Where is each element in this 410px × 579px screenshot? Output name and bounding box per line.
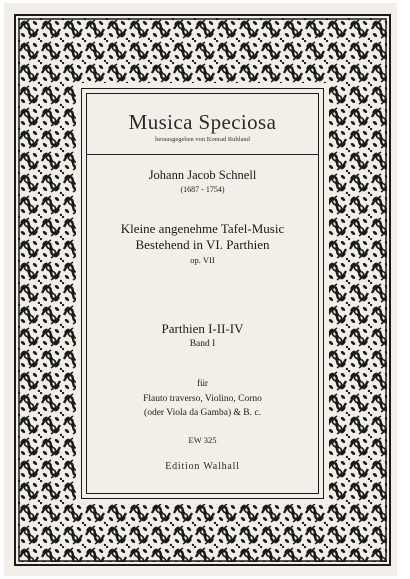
instrumentation-line-1: Flauto traverso, Violino, Corno: [143, 394, 262, 404]
opus-number: op. VII: [190, 255, 215, 265]
volume-parts: Parthien I-II-IV: [161, 321, 244, 336]
catalog-number: EW 325: [188, 435, 217, 445]
composer-dates: (1687 - 1754): [180, 185, 225, 194]
composer-name: Johann Jacob Schnell: [148, 168, 257, 182]
work-title-line-2: Bestehend in VI. Parthien: [135, 237, 270, 252]
work-title-line-1: Kleine angenehme Tafel-Music: [120, 221, 285, 236]
instrumentation-for: für: [196, 379, 209, 389]
series-title: Musica Speciosa: [128, 110, 277, 134]
series-divider: [86, 154, 319, 155]
series-editor-line: herausgegeben von Konrad Ruhland: [155, 136, 250, 143]
publisher-name: Edition Walhall: [165, 461, 240, 472]
instrumentation-line-2: (oder Viola da Gamba) & B. c.: [144, 408, 261, 418]
volume-band: Band I: [189, 339, 216, 349]
